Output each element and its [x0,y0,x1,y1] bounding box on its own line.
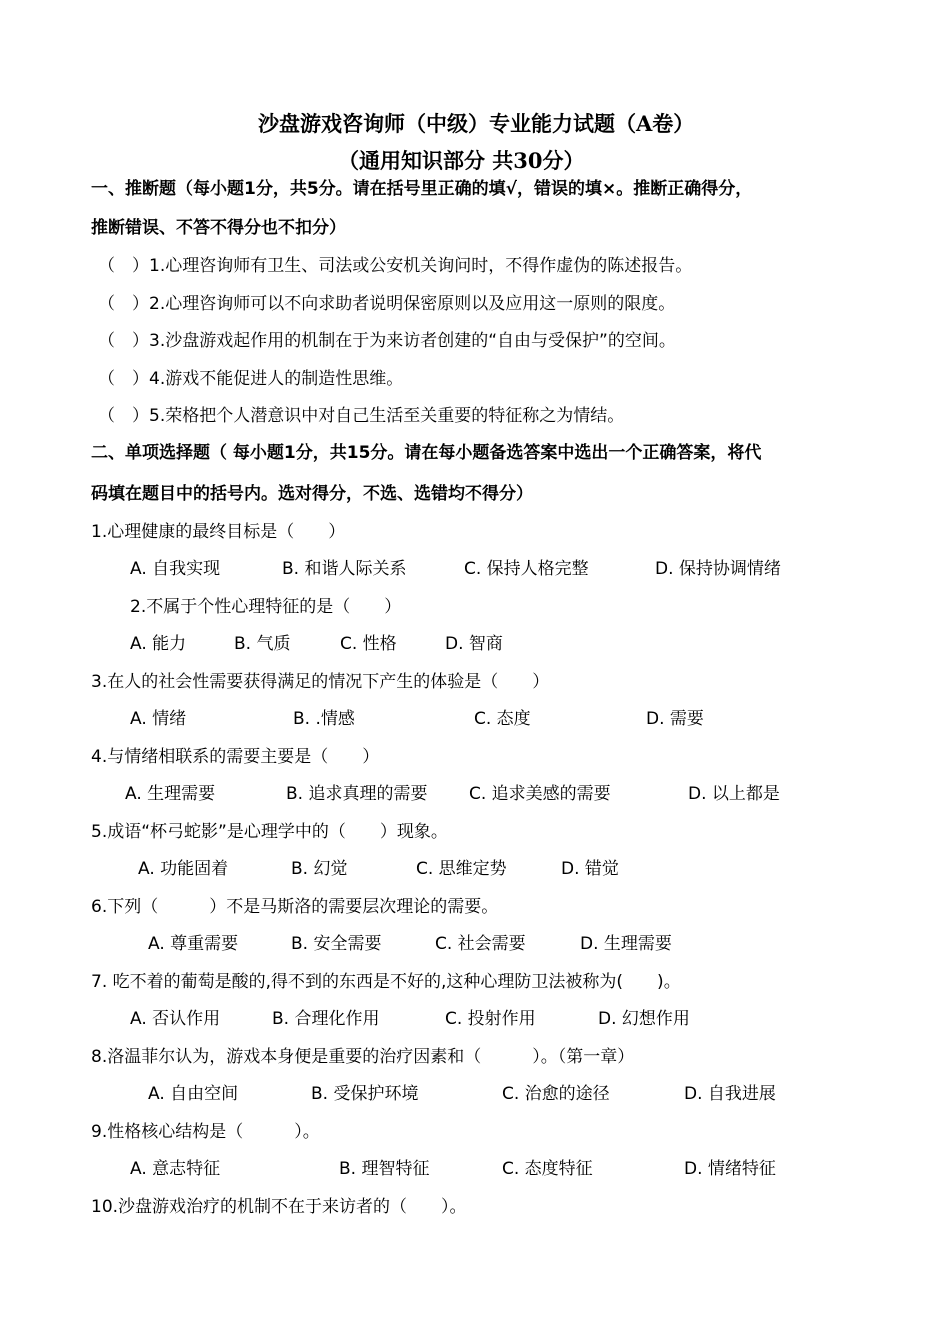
q6-option-a: A. 尊重需要 [148,934,239,954]
question-9: 9.性格核心结构是（ ）。 [91,1122,320,1142]
question-3: 3.在人的社会性需要获得满足的情况下产生的体验是（ ） [91,672,550,692]
question-4: 4.与情绪相联系的需要主要是（ ） [91,747,380,767]
page-title: 沙盘游戏咨询师（中级）专业能力试题（A卷） [258,111,695,136]
q8-option-b: B. 受保护环境 [311,1084,419,1104]
page-subtitle: （通用知识部分 共30分） [338,148,585,173]
q8-option-a: A. 自由空间 [148,1084,239,1104]
q6-option-b: B. 安全需要 [291,934,382,954]
q3-option-c: C. 态度 [474,709,531,729]
q2-option-d: D. 智商 [445,634,503,654]
q8-option-c: C. 治愈的途径 [502,1084,610,1104]
question-10: 10.沙盘游戏治疗的机制不在于来访者的（ ）。 [91,1197,467,1217]
section2-heading-line2: 码填在题目中的括号内。选对得分，不选、选错均不得分） [91,484,533,504]
q5-option-a: A. 功能固着 [138,859,229,879]
q3-option-b: B. .情感 [293,709,355,729]
q5-option-d: D. 错觉 [561,859,619,879]
q7-option-c: C. 投射作用 [445,1009,536,1029]
q1-option-a: A. 自我实现 [130,559,221,579]
section1-heading-line1: 一、推断题（每小题1分，共5分。请在括号里正确的填√，错误的填×。推断正确得分， [91,179,753,199]
q1-option-c: C. 保持人格完整 [464,559,589,579]
q6-option-d: D. 生理需要 [580,934,672,954]
q6-option-c: C. 社会需要 [435,934,526,954]
question-8: 8.洛温菲尔认为，游戏本身便是重要的治疗因素和（ ）。（第一章） [91,1047,635,1067]
judge-item-4: （ ）4.游戏不能促进人的制造性思维。 [98,369,404,389]
q3-option-d: D. 需要 [646,709,704,729]
q8-option-d: D. 自我进展 [684,1084,776,1104]
q9-option-a: A. 意志特征 [130,1159,221,1179]
q5-option-b: B. 幻觉 [291,859,348,879]
q7-option-b: B. 合理化作用 [272,1009,380,1029]
q4-option-d: D. 以上都是 [688,784,780,804]
judge-item-3: （ ）3.沙盘游戏起作用的机制在于为来访者创建的“自由与受保护”的空间。 [98,331,676,351]
q7-option-d: D. 幻想作用 [598,1009,690,1029]
question-2: 2.不属于个性心理特征的是（ ） [130,597,402,617]
q1-option-b: B. 和谐人际关系 [282,559,407,579]
q4-option-c: C. 追求美感的需要 [469,784,611,804]
question-5: 5.成语“杯弓蛇影”是心理学中的（ ）现象。 [91,822,448,842]
question-1: 1.心理健康的最终目标是（ ） [91,522,346,542]
q4-option-b: B. 追求真理的需要 [286,784,428,804]
q7-option-a: A. 否认作用 [130,1009,221,1029]
q1-option-d: D. 保持协调情绪 [655,559,781,579]
judge-item-1: （ ）1.心理咨询师有卫生、司法或公安机关询问时，不得作虚伪的陈述报告。 [98,256,693,276]
q9-option-c: C. 态度特征 [502,1159,593,1179]
q2-option-b: B. 气质 [234,634,291,654]
judge-item-2: （ ）2.心理咨询师可以不向求助者说明保密原则以及应用这一原则的限度。 [98,294,676,314]
judge-item-5: （ ）5.荣格把个人潜意识中对自己生活至关重要的特征称之为情结。 [98,406,625,426]
q4-option-a: A. 生理需要 [125,784,216,804]
q5-option-c: C. 思维定势 [416,859,507,879]
q2-option-c: C. 性格 [340,634,397,654]
question-7: 7. 吃不着的葡萄是酸的,得不到的东西是不好的,这种心理防卫法被称为( )。 [91,972,681,992]
q3-option-a: A. 情绪 [130,709,187,729]
q9-option-b: B. 理智特征 [339,1159,430,1179]
q9-option-d: D. 情绪特征 [684,1159,776,1179]
section1-heading-line2: 推断错误、不答不得分也不扣分） [91,218,346,238]
section2-heading-line1: 二、单项选择题（ 每小题1分，共15分。请在每小题备选答案中选出一个正确答案，将代 [91,443,762,463]
q2-option-a: A. 能力 [130,634,187,654]
question-6: 6.下列（ ）不是马斯洛的需要层次理论的需要。 [91,897,499,917]
